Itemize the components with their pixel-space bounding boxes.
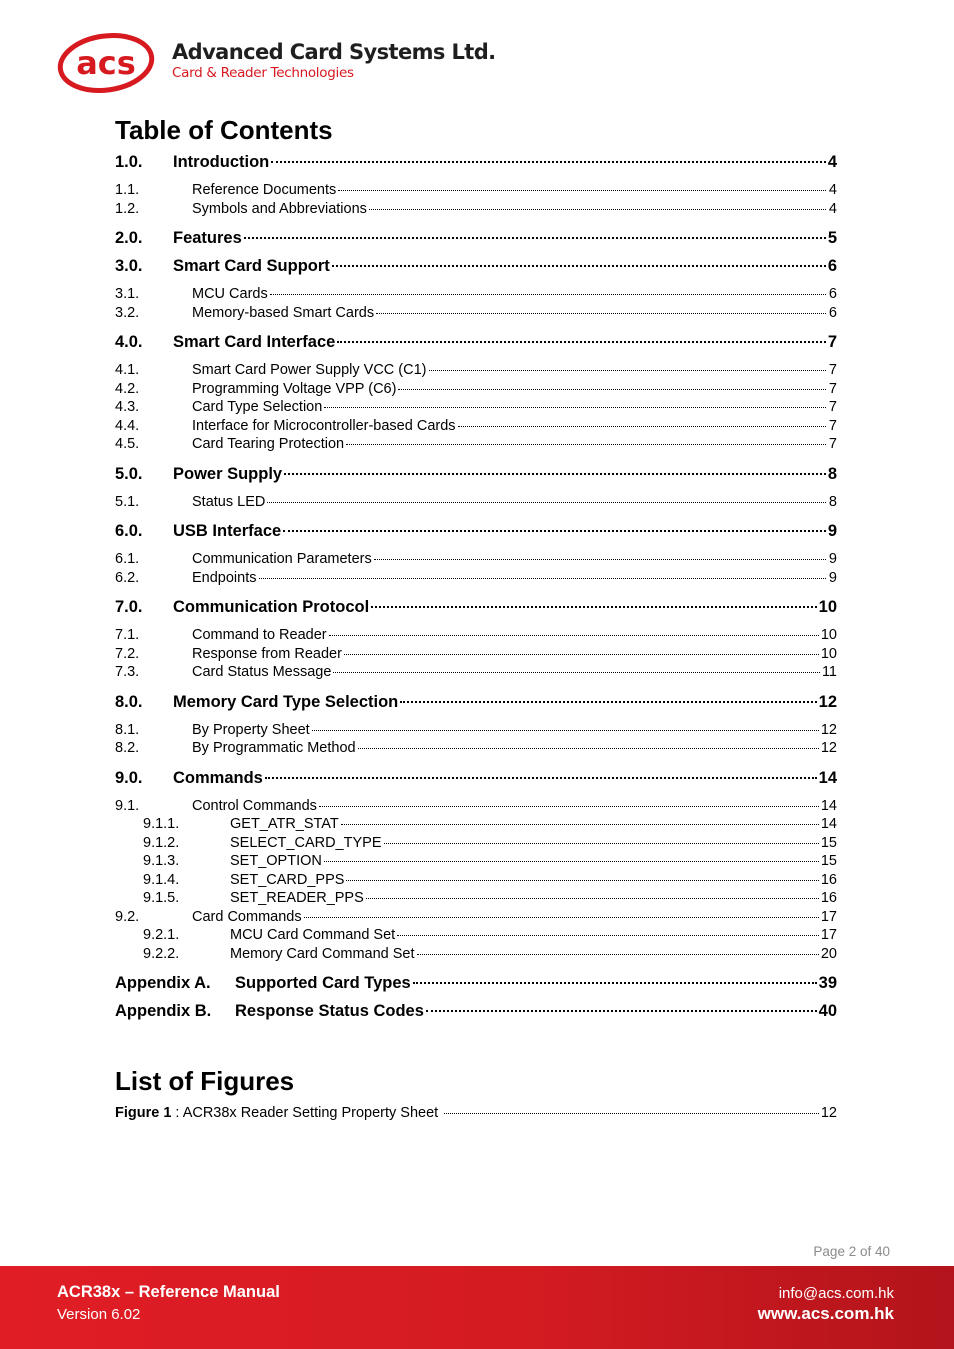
- page-indicator: Page 2 of 40: [813, 1244, 890, 1259]
- toc-entry-page: 7: [828, 436, 837, 452]
- toc-entry[interactable]: [115, 522, 837, 541]
- toc-entry[interactable]: [115, 229, 837, 248]
- toc-entry-page: 6: [828, 304, 837, 321]
- toc-entry-label: Power Supply: [173, 464, 283, 483]
- toc-dot-leader: [400, 701, 816, 703]
- toc-dot-leader: [344, 654, 819, 655]
- toc-entry[interactable]: [115, 333, 837, 352]
- toc-entry[interactable]: [115, 889, 837, 908]
- toc-dot-leader: [312, 730, 819, 731]
- toc-entry[interactable]: [115, 465, 837, 484]
- toc-entry-label: GET_ATR_STAT: [230, 816, 339, 832]
- toc-entry-page: 15: [820, 853, 837, 869]
- toc-entry-page: 14: [818, 768, 837, 787]
- toc-entry[interactable]: [115, 493, 837, 512]
- toc-entry[interactable]: [115, 626, 837, 645]
- toc-title: Table of Contents: [115, 115, 333, 145]
- toc-dot-leader: [265, 777, 817, 779]
- toc-dot-leader: [426, 1010, 817, 1012]
- logo-mark-text: acs: [76, 44, 136, 82]
- toc-entry-label: Programming Voltage VPP (C6): [192, 380, 397, 397]
- toc-entry[interactable]: [115, 417, 837, 436]
- toc-dot-leader: [341, 824, 819, 825]
- toc-entry[interactable]: [115, 926, 837, 945]
- lof-entry[interactable]: [115, 1104, 837, 1123]
- toc-dot-leader: [413, 982, 817, 984]
- company-logo: [56, 30, 496, 96]
- toc-entry[interactable]: [115, 304, 837, 323]
- toc-entry-number: 9.1.2.: [143, 834, 180, 851]
- toc-dot-leader: [376, 313, 826, 314]
- toc-entry-number: 9.1.: [115, 797, 140, 814]
- toc-entry[interactable]: [115, 663, 837, 682]
- toc-entry-label: Card Commands: [192, 908, 302, 925]
- toc-entry-number: 9.2.2.: [143, 945, 180, 962]
- lof-entry-label: : ACR38x Reader Setting Property Sheet: [171, 1105, 443, 1121]
- toc-entry-number: 4.5.: [115, 436, 140, 452]
- toc-entry-number: 8.0.: [115, 692, 143, 711]
- toc-entry-page: 11: [821, 664, 837, 680]
- toc-entry-label: Endpoints: [192, 569, 257, 586]
- toc-entry-page: 20: [820, 945, 837, 962]
- toc-dot-leader: [267, 502, 826, 503]
- toc-entry-label: Memory Card Type Selection: [173, 692, 399, 711]
- footer-doc-title: ACR38x – Reference Manual: [57, 1283, 280, 1301]
- footer-website[interactable]: www.acs.com.hk: [757, 1304, 894, 1323]
- toc-entry-label: Introduction: [173, 153, 270, 171]
- toc-entry-number: 4.1.: [115, 362, 140, 378]
- toc-entry-label: MCU Cards: [192, 286, 268, 302]
- toc-entry-label: By Programmatic Method: [192, 740, 356, 756]
- toc-dot-leader: [271, 161, 826, 163]
- toc-entry-number: Appendix A.: [115, 974, 211, 992]
- toc-entry[interactable]: [115, 908, 837, 927]
- toc-entry-label: Control Commands: [192, 797, 317, 814]
- toc-entry-page: 15: [820, 834, 837, 851]
- toc-entry-page: 17: [820, 908, 837, 925]
- toc-entry-number: 3.2.: [115, 304, 140, 321]
- toc-entry-label: Memory Card Command Set: [230, 945, 415, 962]
- toc-entry-number: 7.0.: [115, 598, 143, 616]
- toc-entry[interactable]: [115, 200, 837, 219]
- lof-entry-prefix: Figure 1: [115, 1105, 172, 1121]
- toc-entry-number: 6.0.: [115, 522, 143, 540]
- toc-entry[interactable]: [115, 380, 837, 399]
- toc-entry-number: 4.0.: [115, 333, 143, 351]
- toc-entry[interactable]: [115, 257, 837, 276]
- toc-entry[interactable]: [115, 181, 837, 200]
- toc-entry[interactable]: [115, 834, 837, 853]
- toc-entry-label: SET_READER_PPS: [230, 890, 364, 906]
- toc-dot-leader: [417, 954, 819, 955]
- toc-entry-number: 9.1.3.: [143, 853, 180, 869]
- toc-entry-number: 6.1.: [115, 551, 140, 567]
- toc-entry[interactable]: [115, 398, 837, 417]
- toc-entry-number: 6.2.: [115, 569, 140, 586]
- toc-entry-label: SET_OPTION: [230, 853, 322, 869]
- toc-dot-leader: [346, 444, 826, 445]
- toc-entry-page: 16: [820, 871, 837, 888]
- toc-dot-leader: [283, 530, 826, 532]
- toc-dot-leader: [324, 861, 819, 862]
- acs-logo-icon: [56, 32, 158, 94]
- toc-entry[interactable]: [115, 693, 837, 712]
- toc-entry-page: 7: [828, 362, 837, 378]
- toc-entry-label: Supported Card Types: [235, 974, 411, 992]
- toc-entry[interactable]: [115, 974, 837, 993]
- toc-entry-label: Smart Card Interface: [173, 333, 336, 351]
- toc-entry-page: 9: [828, 551, 837, 567]
- toc-entry-page: 12: [820, 740, 837, 756]
- toc-entry[interactable]: [115, 797, 837, 816]
- toc-entry-page: 39: [818, 974, 837, 992]
- list-of-figures: [115, 1104, 837, 1123]
- toc-entry-label: SET_CARD_PPS: [230, 871, 345, 888]
- toc-entry-page: 4: [827, 153, 837, 171]
- toc-entry-page: 4: [828, 182, 837, 198]
- toc-entry-label: MCU Card Command Set: [230, 927, 396, 943]
- toc-dot-leader: [366, 898, 819, 899]
- toc-entry-page: 10: [818, 598, 837, 616]
- toc-entry-label: Reference Documents: [192, 182, 337, 198]
- toc-entry-page: 9: [827, 522, 837, 540]
- toc-entry-label: Memory-based Smart Cards: [192, 304, 375, 321]
- toc-entry-label: SELECT_CARD_TYPE: [230, 834, 382, 851]
- toc-entry-number: 9.0.: [115, 768, 143, 787]
- toc-entry-label: Card Status Message: [192, 664, 332, 680]
- toc-dot-leader: [244, 237, 826, 239]
- toc-entry-number: 2.0.: [115, 229, 143, 247]
- footer-version: Version 6.02: [57, 1306, 141, 1323]
- toc-entry-page: 5: [827, 229, 837, 247]
- toc-entry-number: Appendix B.: [115, 1002, 212, 1020]
- footer-email[interactable]: info@acs.com.hk: [778, 1285, 894, 1302]
- toc-dot-leader: [346, 880, 818, 881]
- toc-entry-label: Smart Card Power Supply VCC (C1): [192, 362, 427, 378]
- toc-entry-page: 7: [828, 399, 837, 415]
- toc-dot-leader: [338, 190, 826, 191]
- toc-entry-number: 5.0.: [115, 464, 143, 483]
- toc-entry-number: 7.2.: [115, 645, 140, 662]
- lof-title: List of Figures: [115, 1066, 295, 1096]
- toc-entry-number: 4.4.: [115, 417, 140, 434]
- toc-entry-label: Response from Reader: [192, 645, 342, 662]
- toc-dot-leader: [369, 209, 826, 210]
- toc-entry-page: 17: [820, 927, 837, 943]
- company-name: Advanced Card Systems Ltd.: [172, 40, 496, 64]
- toc-dot-leader: [429, 370, 827, 371]
- toc-entry-number: 9.2.: [115, 908, 140, 925]
- toc-dot-leader: [332, 265, 826, 267]
- toc-dot-leader: [333, 672, 820, 673]
- toc-entry-label: Commands: [173, 768, 263, 787]
- toc-entry-label: Communication Protocol: [173, 598, 370, 616]
- table-of-contents: [115, 150, 837, 1021]
- toc-dot-leader: [371, 606, 816, 608]
- toc-dot-leader: [458, 426, 826, 427]
- toc-entry[interactable]: [115, 871, 837, 890]
- toc-dot-leader: [358, 748, 819, 749]
- toc-entry-number: 7.3.: [115, 664, 140, 680]
- toc-entry-number: 3.0.: [115, 257, 143, 275]
- toc-entry-page: 8: [827, 464, 837, 483]
- toc-entry-number: 8.2.: [115, 740, 140, 756]
- toc-entry[interactable]: [115, 598, 837, 617]
- toc-dot-leader: [329, 635, 819, 636]
- toc-dot-leader: [304, 917, 819, 918]
- toc-entry[interactable]: [115, 550, 837, 569]
- toc-entry-page: 9: [828, 569, 837, 586]
- lof-entry-page: 12: [820, 1105, 837, 1121]
- toc-entry-page: 8: [828, 493, 837, 510]
- toc-dot-leader: [374, 559, 826, 560]
- toc-entry-page: 7: [828, 417, 837, 434]
- lof-dot-leader: [444, 1113, 819, 1114]
- toc-entry-label: Features: [173, 229, 242, 247]
- toc-entry-label: By Property Sheet: [192, 721, 310, 738]
- footer-bar: [0, 1266, 954, 1349]
- toc-entry[interactable]: [115, 285, 837, 304]
- toc-dot-leader: [259, 578, 827, 579]
- toc-entry[interactable]: [115, 852, 837, 871]
- toc-entry[interactable]: [115, 721, 837, 740]
- toc-entry-number: 5.1.: [115, 493, 140, 510]
- toc-entry-page: 10: [820, 627, 837, 643]
- toc-dot-leader: [398, 389, 826, 390]
- toc-entry-number: 9.1.1.: [143, 816, 180, 832]
- toc-entry[interactable]: [115, 815, 837, 834]
- toc-entry-number: 1.2.: [115, 200, 140, 217]
- toc-entry-page: 6: [827, 257, 837, 275]
- toc-entry-page: 4: [828, 200, 837, 217]
- toc-entry-number: 9.1.5.: [143, 890, 180, 906]
- toc-entry-number: 7.1.: [115, 627, 140, 643]
- toc-entry-page: 16: [820, 890, 837, 906]
- toc-entry-label: Status LED: [192, 493, 266, 510]
- toc-entry-label: Response Status Codes: [235, 1002, 424, 1020]
- toc-entry-label: Card Type Selection: [192, 399, 323, 415]
- toc-entry-label: Communication Parameters: [192, 551, 372, 567]
- toc-dot-leader: [324, 407, 826, 408]
- toc-entry-page: 6: [828, 286, 837, 302]
- toc-entry[interactable]: [115, 645, 837, 664]
- toc-entry-number: 9.1.4.: [143, 871, 180, 888]
- toc-entry[interactable]: [115, 435, 837, 454]
- toc-entry[interactable]: [115, 1002, 837, 1021]
- toc-entry-number: 4.2.: [115, 380, 140, 397]
- toc-dot-leader: [397, 935, 819, 936]
- toc-entry-number: 3.1.: [115, 286, 140, 302]
- toc-entry[interactable]: [115, 153, 837, 172]
- toc-entry-page: 10: [820, 645, 837, 662]
- toc-entry-page: 40: [818, 1002, 837, 1020]
- toc-dot-leader: [337, 341, 826, 343]
- toc-entry[interactable]: [115, 739, 837, 758]
- toc-entry-label: USB Interface: [173, 522, 282, 540]
- toc-entry-number: 8.1.: [115, 721, 140, 738]
- toc-entry[interactable]: [115, 945, 837, 964]
- toc-entry-label: Smart Card Support: [173, 257, 330, 275]
- toc-entry[interactable]: [115, 769, 837, 788]
- toc-dot-leader: [270, 294, 826, 295]
- toc-entry[interactable]: [115, 569, 837, 588]
- toc-entry-number: 1.1.: [115, 182, 140, 198]
- toc-entry-page: 14: [820, 816, 837, 832]
- toc-dot-leader: [319, 806, 819, 807]
- company-tagline: Card & Reader Technologies: [172, 65, 354, 81]
- toc-entry-number: 9.2.1.: [143, 927, 180, 943]
- toc-entry-page: 7: [828, 380, 837, 397]
- toc-dot-leader: [284, 473, 826, 475]
- toc-dot-leader: [384, 843, 819, 844]
- toc-entry-label: Interface for Microcontroller-based Cards: [192, 417, 456, 434]
- toc-entry-label: Card Tearing Protection: [192, 436, 345, 452]
- toc-entry-page: 7: [827, 333, 837, 351]
- toc-entry-number: 1.0.: [115, 153, 143, 171]
- toc-entry-label: Command to Reader: [192, 627, 327, 643]
- toc-entry-number: 4.3.: [115, 399, 140, 415]
- toc-entry-page: 12: [820, 721, 837, 738]
- toc-entry-label: Symbols and Abbreviations: [192, 200, 367, 217]
- toc-entry[interactable]: [115, 361, 837, 380]
- toc-entry-page: 14: [820, 797, 837, 814]
- toc-entry-page: 12: [818, 692, 837, 711]
